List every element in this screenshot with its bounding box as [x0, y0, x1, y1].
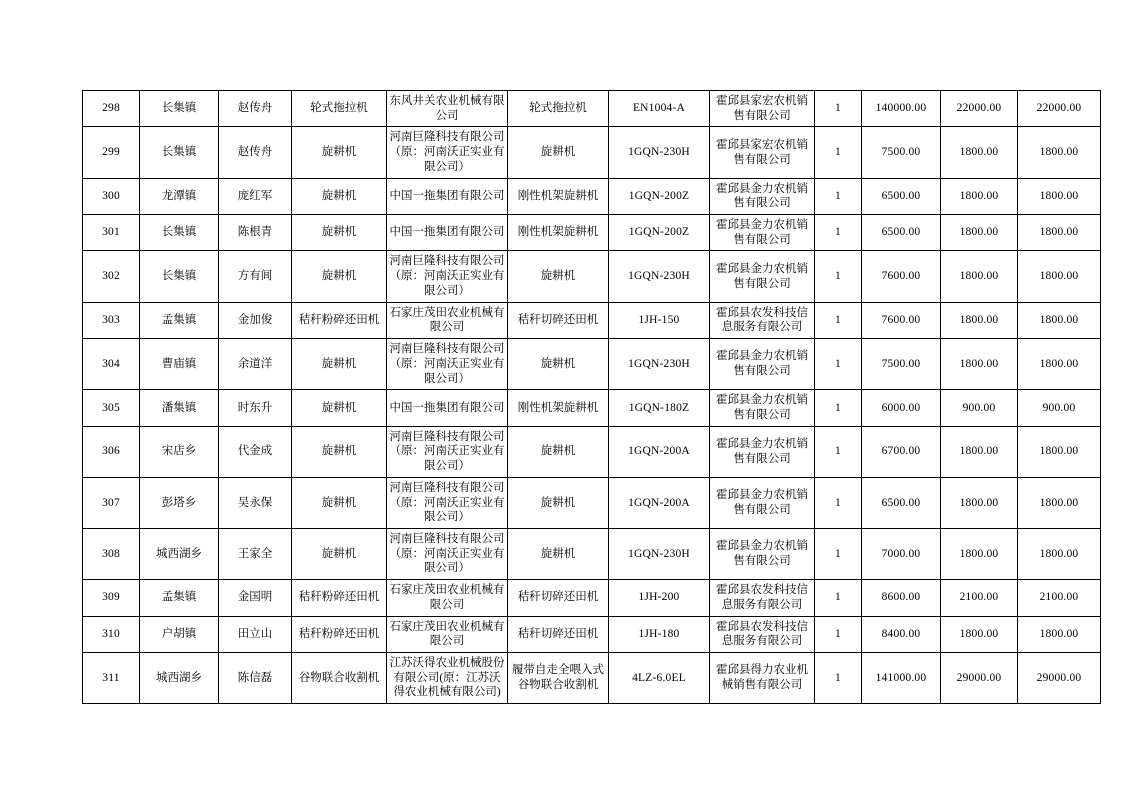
cell-subsidy: 900.00 [941, 390, 1018, 426]
cell-town: 长集镇 [140, 91, 219, 127]
cell-model: 1JH-200 [609, 580, 710, 616]
cell-quantity: 1 [815, 653, 862, 704]
cell-product: 刚性机架旋耕机 [508, 215, 609, 251]
table-row [83, 178, 1101, 214]
cell-subsidy: 1800.00 [941, 528, 1018, 579]
cell-subsidy: 1800.00 [941, 477, 1018, 528]
table-row [83, 616, 1101, 652]
table-row [83, 251, 1101, 302]
cell-index: 299 [83, 127, 140, 178]
cell-manufacturer: 河南巨隆科技有限公司（原：河南沃正实业有限公司） [387, 251, 508, 302]
cell-manufacturer: 中国一拖集团有限公司 [387, 390, 508, 426]
cell-town: 长集镇 [140, 215, 219, 251]
subsidy-table-container [82, 90, 1082, 704]
cell-total: 22000.00 [1018, 91, 1101, 127]
cell-seller: 霍邱县家宏农机销售有限公司 [710, 127, 815, 178]
cell-quantity: 1 [815, 426, 862, 477]
cell-price: 7000.00 [862, 528, 941, 579]
cell-category: 谷物联合收割机 [292, 653, 387, 704]
cell-price: 7500.00 [862, 127, 941, 178]
cell-buyer: 方有闾 [219, 251, 292, 302]
cell-seller: 霍邱县金力农机销售有限公司 [710, 528, 815, 579]
cell-buyer: 王家全 [219, 528, 292, 579]
cell-price: 6500.00 [862, 178, 941, 214]
cell-seller: 霍邱县金力农机销售有限公司 [710, 215, 815, 251]
cell-manufacturer: 河南巨隆科技有限公司（原：河南沃正实业有限公司） [387, 426, 508, 477]
cell-manufacturer: 石家庄茂田农业机械有限公司 [387, 580, 508, 616]
cell-product: 旋耕机 [508, 127, 609, 178]
cell-model: 1JH-180 [609, 616, 710, 652]
cell-buyer: 代金成 [219, 426, 292, 477]
cell-model: 1GQN-230H [609, 528, 710, 579]
cell-buyer: 庞红军 [219, 178, 292, 214]
cell-manufacturer: 河南巨隆科技有限公司（原：河南沃正实业有限公司） [387, 477, 508, 528]
cell-subsidy: 1800.00 [941, 302, 1018, 338]
cell-manufacturer: 中国一拖集团有限公司 [387, 215, 508, 251]
cell-index: 304 [83, 339, 140, 390]
cell-category: 旋耕机 [292, 390, 387, 426]
cell-town: 户胡镇 [140, 616, 219, 652]
cell-product: 旋耕机 [508, 528, 609, 579]
cell-quantity: 1 [815, 390, 862, 426]
cell-category: 旋耕机 [292, 127, 387, 178]
cell-manufacturer: 江苏沃得农业机械股份有限公司(原：江苏沃得农业机械有限公司) [387, 653, 508, 704]
cell-index: 305 [83, 390, 140, 426]
cell-price: 8600.00 [862, 580, 941, 616]
cell-category: 旋耕机 [292, 251, 387, 302]
cell-seller: 霍邱县金力农机销售有限公司 [710, 339, 815, 390]
cell-manufacturer: 河南巨隆科技有限公司（原：河南沃正实业有限公司） [387, 127, 508, 178]
cell-seller: 霍邱县农发科技信息服务有限公司 [710, 580, 815, 616]
cell-model: 1GQN-200Z [609, 178, 710, 214]
cell-buyer: 赵传舟 [219, 127, 292, 178]
cell-category: 轮式拖拉机 [292, 91, 387, 127]
cell-buyer: 余道洋 [219, 339, 292, 390]
cell-index: 310 [83, 616, 140, 652]
cell-subsidy: 1800.00 [941, 616, 1018, 652]
cell-price: 7500.00 [862, 339, 941, 390]
cell-price: 6500.00 [862, 477, 941, 528]
cell-town: 孟集镇 [140, 302, 219, 338]
cell-model: 1GQN-230H [609, 127, 710, 178]
cell-model: 1GQN-180Z [609, 390, 710, 426]
table-row [83, 426, 1101, 477]
cell-town: 宋店乡 [140, 426, 219, 477]
cell-model: 1GQN-200A [609, 477, 710, 528]
cell-quantity: 1 [815, 580, 862, 616]
cell-seller: 霍邱县农发科技信息服务有限公司 [710, 302, 815, 338]
cell-town: 长集镇 [140, 127, 219, 178]
cell-index: 306 [83, 426, 140, 477]
cell-town: 城西湖乡 [140, 528, 219, 579]
cell-buyer: 田立山 [219, 616, 292, 652]
cell-product: 刚性机架旋耕机 [508, 390, 609, 426]
table-row [83, 339, 1101, 390]
subsidy-table [82, 90, 1101, 704]
cell-category: 秸秆粉碎还田机 [292, 302, 387, 338]
cell-total: 1800.00 [1018, 215, 1101, 251]
cell-town: 彭塔乡 [140, 477, 219, 528]
cell-total: 1800.00 [1018, 477, 1101, 528]
cell-index: 308 [83, 528, 140, 579]
cell-price: 7600.00 [862, 251, 941, 302]
cell-buyer: 吴永保 [219, 477, 292, 528]
cell-total: 29000.00 [1018, 653, 1101, 704]
cell-index: 303 [83, 302, 140, 338]
cell-product: 旋耕机 [508, 339, 609, 390]
cell-category: 秸秆粉碎还田机 [292, 580, 387, 616]
table-row [83, 653, 1101, 704]
cell-manufacturer: 中国一拖集团有限公司 [387, 178, 508, 214]
cell-index: 311 [83, 653, 140, 704]
cell-manufacturer: 河南巨隆科技有限公司（原：河南沃正实业有限公司） [387, 528, 508, 579]
cell-town: 龙潭镇 [140, 178, 219, 214]
cell-buyer: 陈根青 [219, 215, 292, 251]
cell-model: 1GQN-200Z [609, 215, 710, 251]
cell-model: 4LZ-6.0EL [609, 653, 710, 704]
cell-quantity: 1 [815, 616, 862, 652]
table-row [83, 127, 1101, 178]
table-row [83, 477, 1101, 528]
cell-model: EN1004-A [609, 91, 710, 127]
cell-subsidy: 2100.00 [941, 580, 1018, 616]
cell-seller: 霍邱县金力农机销售有限公司 [710, 178, 815, 214]
cell-quantity: 1 [815, 477, 862, 528]
cell-buyer: 陈信磊 [219, 653, 292, 704]
table-row [83, 215, 1101, 251]
table-row [83, 91, 1101, 127]
cell-seller: 霍邱县农发科技信息服务有限公司 [710, 616, 815, 652]
cell-total: 1800.00 [1018, 426, 1101, 477]
cell-subsidy: 1800.00 [941, 426, 1018, 477]
cell-category: 旋耕机 [292, 178, 387, 214]
cell-subsidy: 1800.00 [941, 251, 1018, 302]
cell-quantity: 1 [815, 91, 862, 127]
cell-quantity: 1 [815, 251, 862, 302]
cell-quantity: 1 [815, 127, 862, 178]
cell-total: 900.00 [1018, 390, 1101, 426]
cell-price: 140000.00 [862, 91, 941, 127]
cell-category: 旋耕机 [292, 528, 387, 579]
cell-quantity: 1 [815, 528, 862, 579]
cell-subsidy: 1800.00 [941, 178, 1018, 214]
cell-product: 刚性机架旋耕机 [508, 178, 609, 214]
cell-seller: 霍邱县家宏农机销售有限公司 [710, 91, 815, 127]
cell-category: 旋耕机 [292, 477, 387, 528]
cell-town: 曹庙镇 [140, 339, 219, 390]
cell-manufacturer: 东风井关农业机械有限公司 [387, 91, 508, 127]
cell-quantity: 1 [815, 339, 862, 390]
cell-seller: 霍邱县金力农机销售有限公司 [710, 426, 815, 477]
cell-total: 2100.00 [1018, 580, 1101, 616]
cell-seller: 霍邱县得力农业机械销售有限公司 [710, 653, 815, 704]
cell-index: 302 [83, 251, 140, 302]
cell-product: 履带自走全喂入式谷物联合收割机 [508, 653, 609, 704]
cell-total: 1800.00 [1018, 251, 1101, 302]
cell-manufacturer: 河南巨隆科技有限公司（原：河南沃正实业有限公司） [387, 339, 508, 390]
cell-buyer: 赵传舟 [219, 91, 292, 127]
cell-total: 1800.00 [1018, 302, 1101, 338]
cell-buyer: 时东升 [219, 390, 292, 426]
cell-buyer: 金国明 [219, 580, 292, 616]
cell-subsidy: 1800.00 [941, 339, 1018, 390]
cell-price: 7600.00 [862, 302, 941, 338]
cell-total: 1800.00 [1018, 127, 1101, 178]
cell-town: 城西湖乡 [140, 653, 219, 704]
cell-seller: 霍邱县金力农机销售有限公司 [710, 477, 815, 528]
cell-total: 1800.00 [1018, 616, 1101, 652]
cell-index: 307 [83, 477, 140, 528]
cell-index: 298 [83, 91, 140, 127]
cell-product: 秸秆切碎还田机 [508, 302, 609, 338]
cell-index: 309 [83, 580, 140, 616]
cell-price: 6700.00 [862, 426, 941, 477]
cell-price: 6000.00 [862, 390, 941, 426]
cell-index: 300 [83, 178, 140, 214]
cell-product: 秸秆切碎还田机 [508, 580, 609, 616]
table-body [83, 91, 1101, 704]
cell-seller: 霍邱县金力农机销售有限公司 [710, 390, 815, 426]
cell-product: 旋耕机 [508, 251, 609, 302]
cell-buyer: 金加俊 [219, 302, 292, 338]
table-row [83, 302, 1101, 338]
cell-total: 1800.00 [1018, 178, 1101, 214]
cell-category: 旋耕机 [292, 339, 387, 390]
cell-price: 6500.00 [862, 215, 941, 251]
cell-price: 141000.00 [862, 653, 941, 704]
table-row [83, 528, 1101, 579]
cell-town: 长集镇 [140, 251, 219, 302]
table-row [83, 580, 1101, 616]
cell-quantity: 1 [815, 215, 862, 251]
cell-quantity: 1 [815, 178, 862, 214]
cell-subsidy: 22000.00 [941, 91, 1018, 127]
cell-product: 旋耕机 [508, 426, 609, 477]
cell-seller: 霍邱县金力农机销售有限公司 [710, 251, 815, 302]
cell-subsidy: 29000.00 [941, 653, 1018, 704]
cell-model: 1GQN-230H [609, 251, 710, 302]
cell-index: 301 [83, 215, 140, 251]
cell-manufacturer: 石家庄茂田农业机械有限公司 [387, 616, 508, 652]
cell-product: 秸秆切碎还田机 [508, 616, 609, 652]
cell-subsidy: 1800.00 [941, 127, 1018, 178]
cell-price: 8400.00 [862, 616, 941, 652]
cell-model: 1GQN-230H [609, 339, 710, 390]
cell-category: 秸秆粉碎还田机 [292, 616, 387, 652]
cell-category: 旋耕机 [292, 426, 387, 477]
table-row [83, 390, 1101, 426]
cell-subsidy: 1800.00 [941, 215, 1018, 251]
cell-product: 旋耕机 [508, 477, 609, 528]
cell-model: 1GQN-200A [609, 426, 710, 477]
cell-town: 潘集镇 [140, 390, 219, 426]
cell-category: 旋耕机 [292, 215, 387, 251]
cell-town: 孟集镇 [140, 580, 219, 616]
cell-model: 1JH-150 [609, 302, 710, 338]
cell-total: 1800.00 [1018, 339, 1101, 390]
cell-total: 1800.00 [1018, 528, 1101, 579]
cell-product: 轮式拖拉机 [508, 91, 609, 127]
cell-manufacturer: 石家庄茂田农业机械有限公司 [387, 302, 508, 338]
cell-quantity: 1 [815, 302, 862, 338]
